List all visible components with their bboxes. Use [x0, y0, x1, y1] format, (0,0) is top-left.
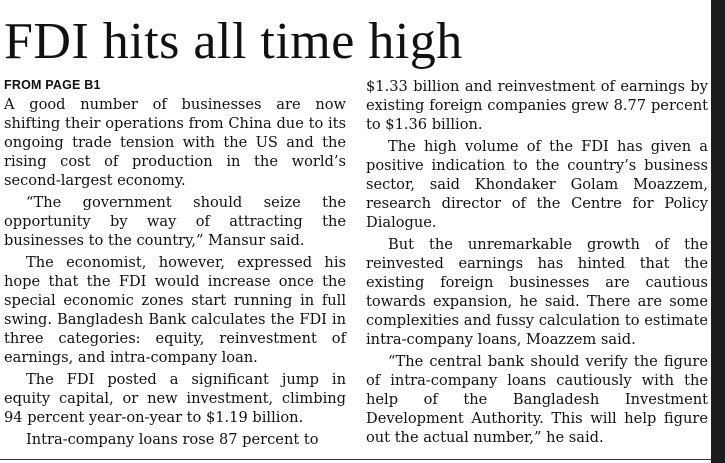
paragraph: $1.33 billion and reinvestment of earnings by existing foreign companies grew 8.77 percent to $1.36 billion.: [366, 78, 708, 133]
paragraph: A good number of businesses are now shifting their operations from China due to its ongoing trade tension with the US and the rising cost of production in the world’s second-largest economy.: [4, 96, 346, 189]
paragraph: Intra-company loans rose 87 percent to: [26, 431, 319, 448]
from-page-label: FROM PAGE B1: [4, 78, 101, 92]
page-edge-bar: [711, 0, 725, 463]
paragraph: “The central bank should verify the figure of intra-company loans cautiously with the help of the Bangladesh Investment Development Authority. This will help figure out the actual number,” he said.: [366, 353, 708, 446]
paragraph: “The government should seize the opportunity by way of attracting the businesses to the country,” Mansur said.: [4, 194, 346, 249]
headline: FDI hits all time high: [4, 13, 463, 70]
right-column: [366, 77, 708, 450]
paragraph: The high volume of the FDI has given a positive indication to the country’s business sector, said Khondaker Golam Moazzem, research director of the Centre for Policy Dialogue.: [366, 138, 708, 231]
left-column: [4, 78, 346, 452]
paragraph: The economist, however, expressed his hope that the FDI would increase once the special economic zones start running in full swing. Bangladesh Bank calculates the FDI in three categories: equity, reinvestment of earnings, and intra-company loan.: [4, 254, 346, 366]
bottom-rule: [0, 459, 712, 460]
paragraph: But the unremarkable growth of the reinvested earnings has hinted that the existing foreign businesses are cautious towards expansion, he said. There are some complexities and fussy calculation to estimate intra-company loans, Moazzem said.: [366, 236, 708, 348]
paragraph: The FDI posted a significant jump in equity capital, or new investment, climbing 94 percent year-on-year to $1.19 billion.: [4, 371, 346, 426]
